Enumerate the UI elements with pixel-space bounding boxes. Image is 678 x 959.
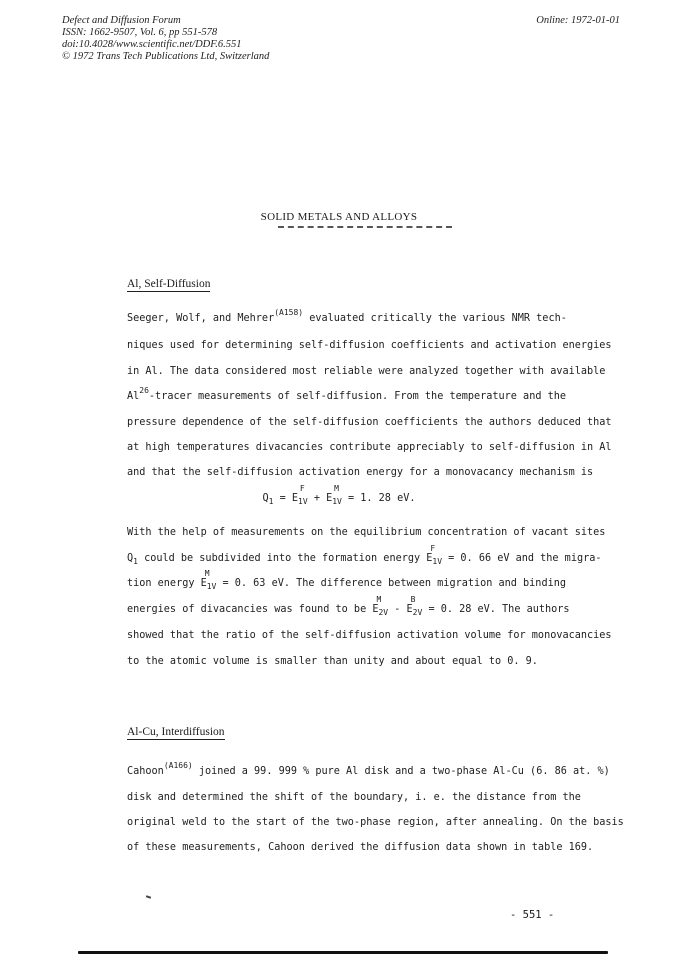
paragraph-line: Cahoon$^{(A166)}$ joined a 99. 999 % pure Al disk and a two-phase Al-Cu (6. 86 at. %) — [127, 761, 610, 777]
paragraph-line: pressure dependence of the self-diffusion coefficients the authors deduced that — [127, 417, 612, 428]
paragraph-line: $Q_1$ could be subdivided into the formation energy E F $_{1V}$ = 0. 66 eV and the migra- — [127, 544, 602, 566]
paragraph-line: tion energy E M $_{1V}$ = 0. 63 eV. The difference between migration and binding — [127, 569, 566, 591]
paragraph-line: Al$^{26}$-tracer measurements of self-diffusion. From the temperature and the — [127, 386, 566, 402]
issn-line: ISSN: 1662-9507, Vol. 6, pp 551-578 — [62, 27, 218, 38]
page-title: SOLID METALS AND ALLOYS — [260, 211, 418, 223]
paragraph-line: showed that the ratio of the self-diffusion activation volume for monovacancies — [127, 630, 612, 641]
journal-name: Defect and Diffusion Forum — [62, 15, 181, 26]
paragraph-line: to the atomic volume is smaller than unity and about equal to 0. 9. — [127, 656, 538, 667]
reference-a166: (A166) — [163, 761, 193, 770]
paragraph-line: at high temperatures divacancies contribute appreciably to self-diffusion in Al — [127, 442, 612, 453]
copyright-line: © 1972 Trans Tech Publications Ltd, Switzerland — [62, 51, 270, 62]
page-number: - 551 - — [510, 909, 555, 921]
online-date: Online: 1972-01-01 — [536, 15, 620, 26]
scan-mark — [146, 895, 151, 899]
paragraph-line: disk and determined the shift of the boundary, i. e. the distance from the — [127, 792, 581, 803]
paragraph-line: With the help of measurements on the equilibrium concentration of vacant sites — [127, 527, 606, 538]
paragraph-line: in Al. The data considered most reliable were analyzed together with available — [127, 366, 606, 377]
journal-header — [62, 15, 269, 63]
paragraph-line: original weld to the start of the two-phase region, after annealing. On the basis — [127, 817, 624, 828]
activation-energy-equation: $Q_1 = E$ F $_{1V}$ + E M $_{1V}$ = 1. 28 eV. — [262, 484, 416, 506]
paragraph-line: Seeger, Wolf, and Mehrer$^{(A158)}$ evaluated critically the various NMR tech- — [127, 308, 567, 324]
paragraph-line: of these measurements, Cahoon derived the diffusion data shown in table 169. — [127, 842, 594, 853]
title-underline — [278, 226, 452, 228]
section-heading-al-cu-interdiffusion: Al-Cu, Interdiffusion — [127, 726, 225, 738]
paragraph-line: energies of divacancies was found to be E M $_{2V}$ - E B $_{2V}$ = 0. 28 eV. The authors — [127, 595, 570, 617]
section-heading-al-self-diffusion: Al, Self-Diffusion — [127, 278, 211, 290]
page-bottom-rule — [78, 951, 608, 954]
paragraph-line: niques used for determining self-diffusion coefficients and activation energies — [127, 340, 612, 351]
doi-link[interactable]: doi:10.4028/www.scientific.net/DDF.6.551 — [62, 39, 242, 50]
reference-a158: (A158) — [274, 308, 304, 317]
paragraph-line: and that the self-diffusion activation energy for a monovacancy mechanism is — [127, 467, 594, 478]
